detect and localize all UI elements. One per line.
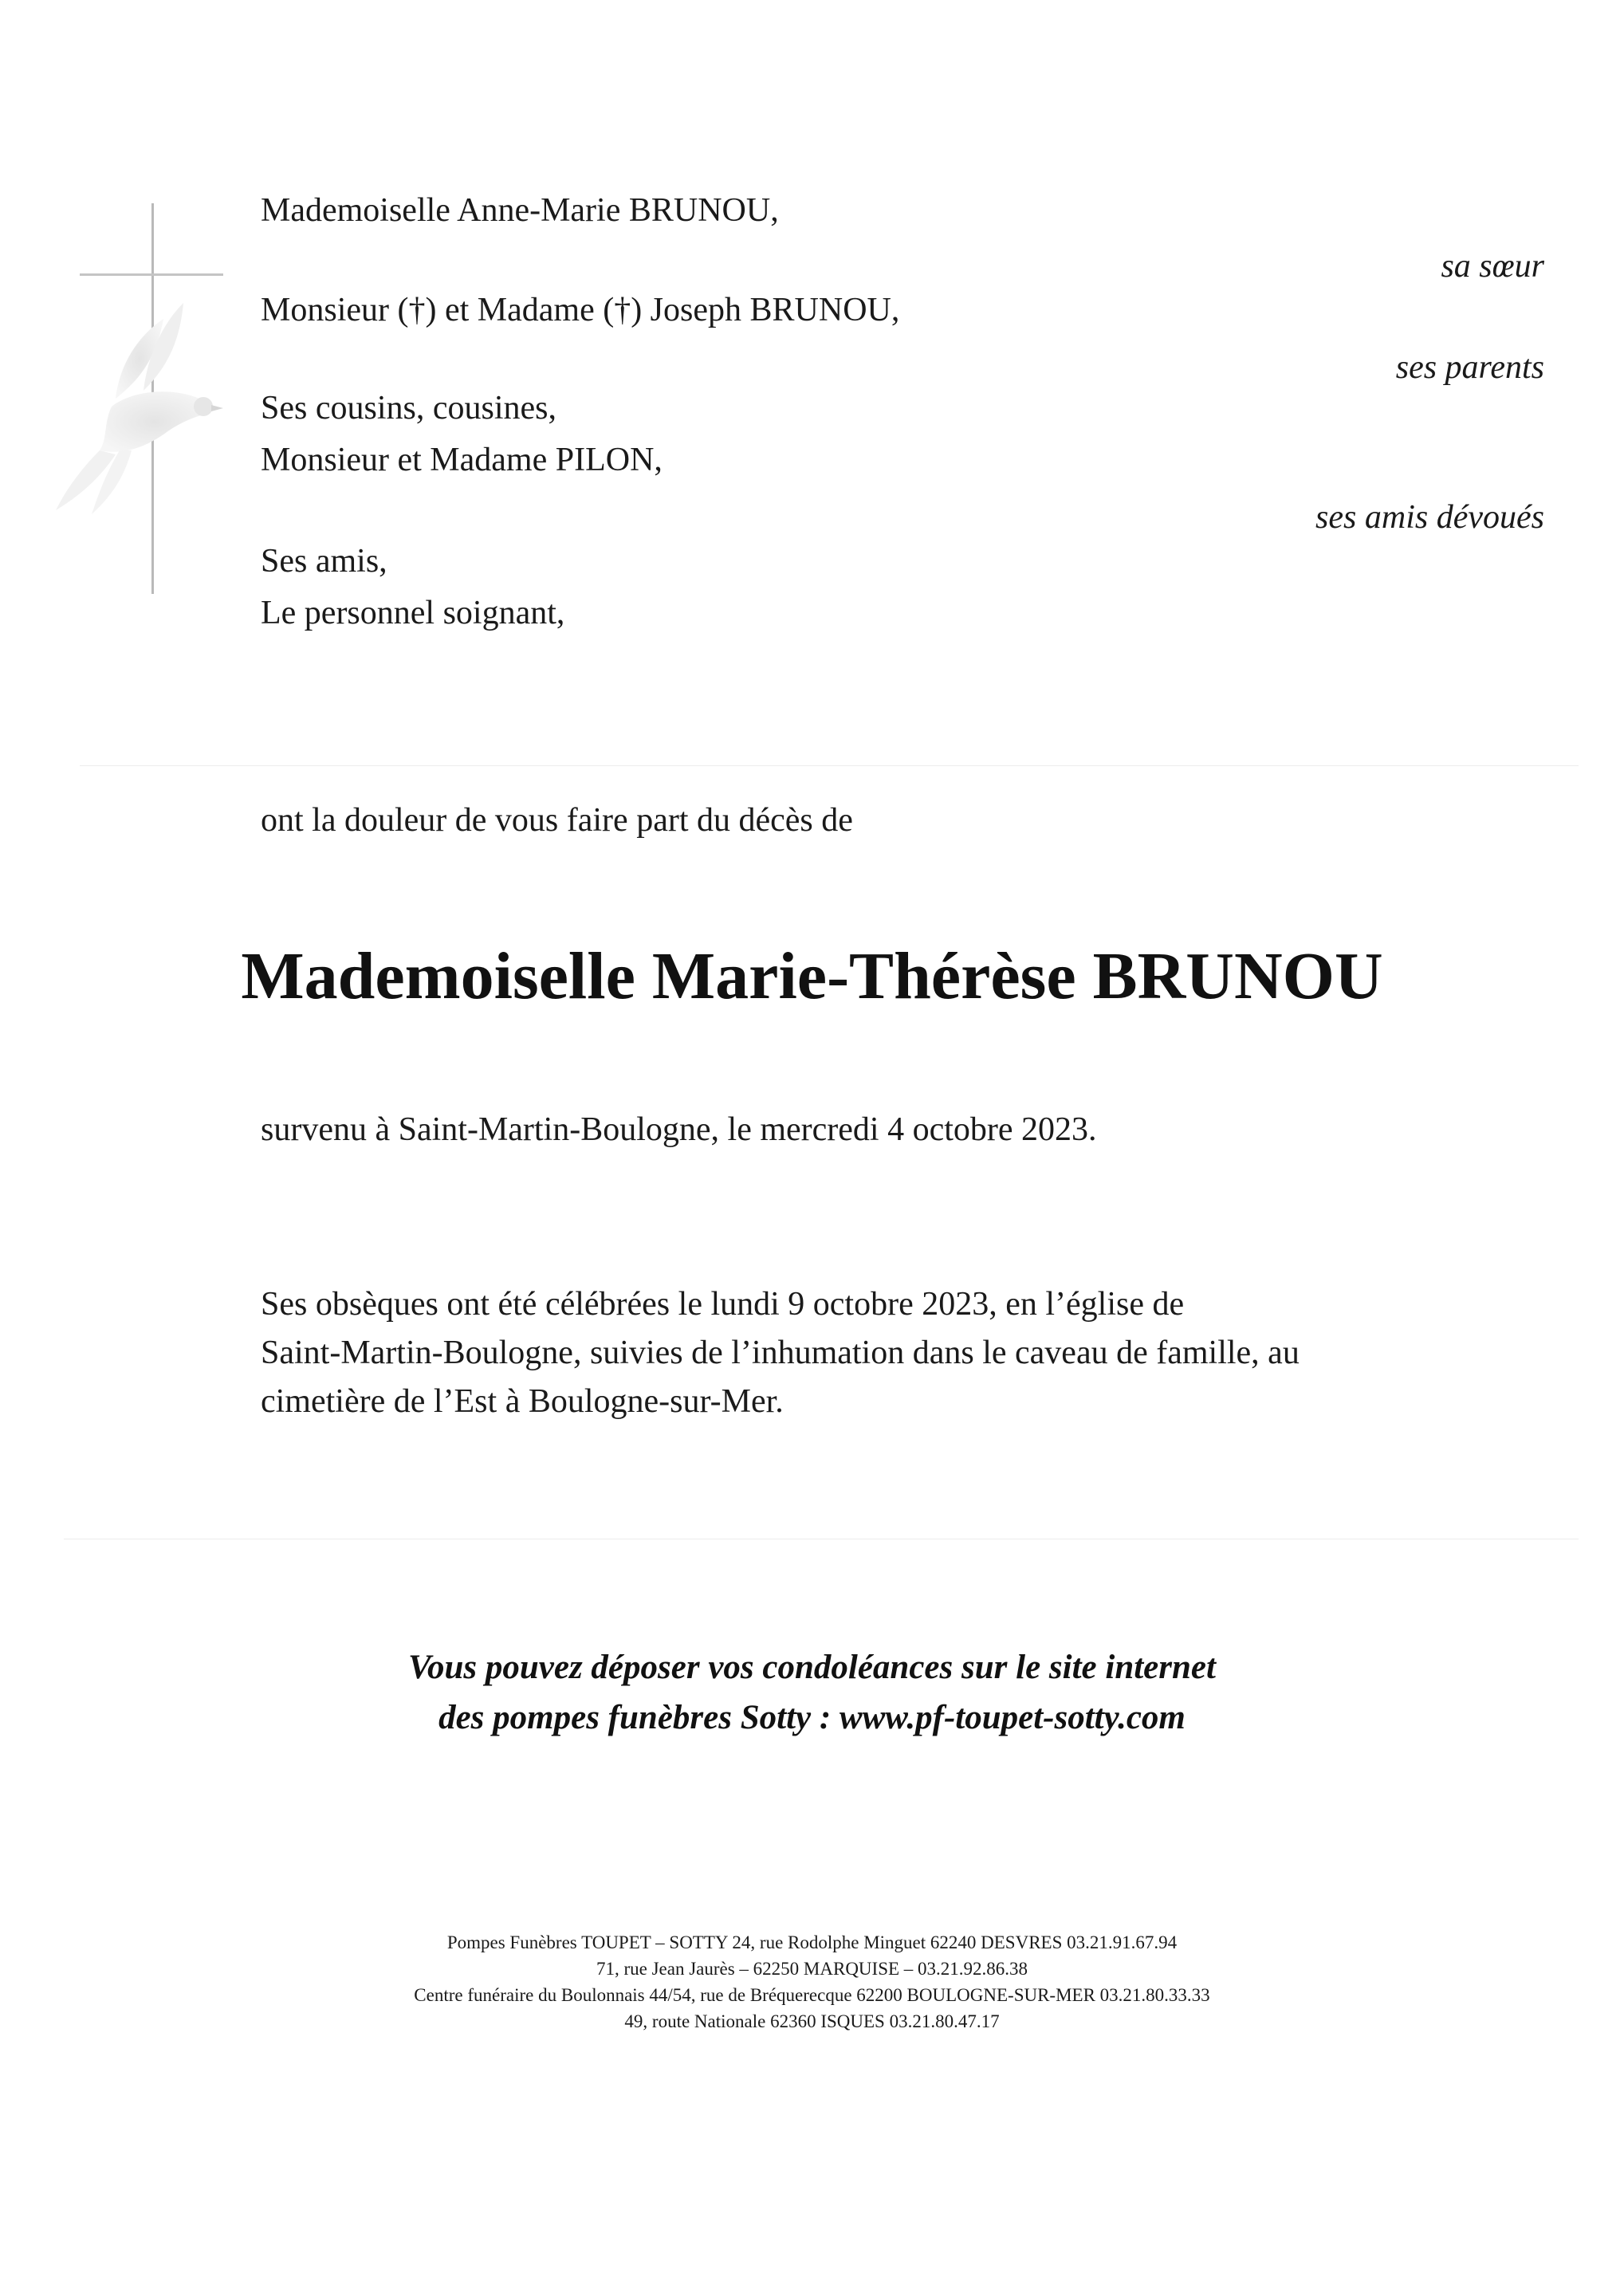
footer-line-1: Pompes Funèbres TOUPET – SOTTY 24, rue Rodolphe Minguet 62240 DESVRES 03.21.91.67.94 [446, 1932, 1178, 1952]
relation-parents: ses parents [1395, 349, 1544, 386]
condolences-line-2: des pompes funèbres Sotty : www.pf-toupet-sotty.com [438, 1699, 1186, 1736]
announcement-text: ont la douleur de vous faire part du décès de [261, 802, 853, 839]
family-line-2: Monsieur (†) et Madame (†) Joseph BRUNOU, [261, 292, 900, 328]
family-line-5: Ses amis, [261, 543, 387, 580]
family-line-6: Le personnel soignant, [261, 595, 565, 631]
condolences-line-1: Vous pouvez déposer vos condoléances sur le site internet [408, 1649, 1216, 1686]
footer-line-3: Centre funéraire du Boulonnais 44/54, rue de Bréquerecque 62200 BOULOGNE-SUR-MER 03.21.80.33.33 [414, 1985, 1210, 2005]
funeral-line-1: Ses obsèques ont été célébrées le lundi 9 octobre 2023, en l’église de [261, 1286, 1185, 1323]
family-line-3: Ses cousins, cousines, [261, 390, 556, 427]
family-line-1: Mademoiselle Anne-Marie BRUNOU, [261, 192, 779, 229]
divider [80, 765, 1579, 766]
relation-friends: ses amis dévoués [1315, 499, 1544, 536]
footer-line-4: 49, route Nationale 62360 ISQUES 03.21.80.47.17 [624, 2011, 1000, 2031]
dove-icon [44, 287, 251, 518]
deceased-name: Mademoiselle Marie-Thérèse BRUNOU [241, 939, 1383, 1013]
relation-sister: sa sœur [1441, 248, 1544, 285]
death-info: survenu à Saint-Martin-Boulogne, le mercredi 4 octobre 2023. [261, 1111, 1097, 1148]
footer-line-2: 71, rue Jean Jaurès – 62250 MARQUISE – 03.21.92.86.38 [596, 1959, 1028, 1979]
family-line-4: Monsieur et Madame PILON, [261, 442, 663, 478]
cross-icon-bar [80, 273, 223, 276]
funeral-line-2: Saint-Martin-Boulogne, suivies de l’inhumation dans le caveau de famille, au [261, 1335, 1300, 1371]
funeral-line-3: cimetière de l’Est à Boulogne-sur-Mer. [261, 1383, 784, 1420]
